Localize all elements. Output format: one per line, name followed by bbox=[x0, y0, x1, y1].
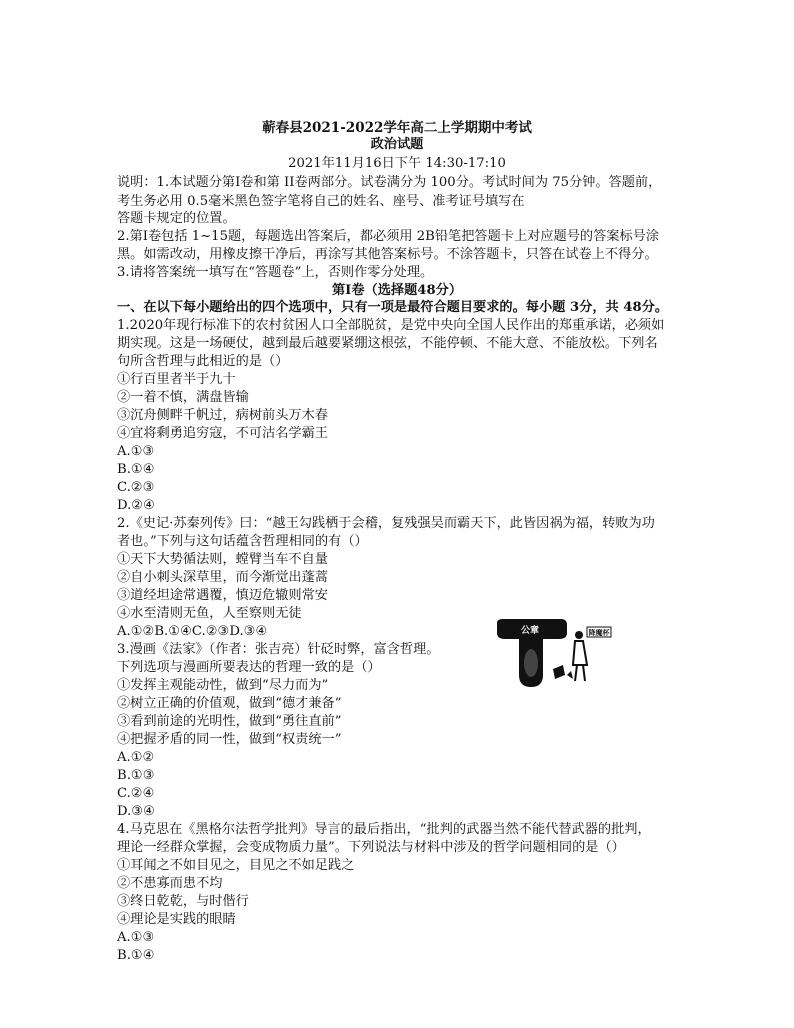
question-item: ④水至清则无鱼，人至察则无徒 bbox=[117, 606, 302, 621]
part-title: 第Ⅰ卷（选择题48分） bbox=[331, 283, 463, 298]
cartoon-illustration bbox=[493, 615, 613, 693]
exam-subtitle: 政治试题 bbox=[370, 137, 424, 152]
stamp-label: 公章 bbox=[520, 626, 540, 636]
answer-option: C.②④ bbox=[117, 786, 155, 801]
answer-option: C.②③ bbox=[117, 480, 155, 495]
question-item: ①天下大势循法则，螳臂当车不自量 bbox=[117, 552, 328, 567]
question-item: ③终日乾乾，与时偕行 bbox=[117, 894, 249, 909]
signboard-label: 降魔杯 bbox=[588, 628, 610, 637]
exam-datetime: 2021年11月16日下午 14:30-17:10 bbox=[288, 156, 506, 171]
instruction-line: 考生务必用 0.5毫米黑色签字笔将自己的姓名、座号、准考证号填写在 bbox=[117, 194, 525, 209]
question-stem: 者也。”下列与这句话蕴含哲理相同的有（） bbox=[117, 534, 368, 549]
answer-option: A.①②B.①④C.②③D.③④ bbox=[117, 624, 268, 639]
answer-option: A.①② bbox=[117, 750, 155, 765]
question-item: ②不患寡而患不均 bbox=[117, 876, 223, 891]
question-item: ②自小刺头深草里，而今渐觉出蓬蒿 bbox=[117, 570, 328, 585]
question-stem: 句所含哲理与此相近的是（） bbox=[117, 354, 289, 369]
instruction-line: 说明：1.本试题分第Ⅰ卷和第 II卷两部分。试卷满分为 100分。考试时间为 75分钟。答题前， bbox=[117, 175, 662, 190]
question-item: ②树立正确的价值观，做到“德才兼备” bbox=[117, 696, 342, 711]
instruction-line: 答题卡规定的位置。 bbox=[117, 211, 236, 226]
answer-option: A.①③ bbox=[117, 930, 155, 945]
answer-option: D.②④ bbox=[117, 498, 155, 513]
question-stem: 理论一经群众掌握，会变成物质力量”。下列说法与材料中涉及的哲学问题相同的是（） bbox=[117, 840, 625, 855]
answer-option: B.①④ bbox=[117, 462, 155, 477]
question-item: ③道经坦途常遇覆，慎迈危辙则常安 bbox=[117, 588, 328, 603]
instruction-line: 2.第Ⅰ卷包括 1~15题，每题选出答案后，都必须用 2B铅笔把答题卡上对应题号的答案标号涂 bbox=[117, 229, 660, 244]
question-item: ③沉舟侧畔千帆过，病树前头万木春 bbox=[117, 408, 328, 423]
question-item: ①行百里者半于九十 bbox=[117, 372, 236, 387]
question-item: ②一着不慎，满盘皆输 bbox=[117, 390, 249, 405]
answer-option: A.①③ bbox=[117, 444, 155, 459]
question-stem: 3.漫画《法家》（作者：张吉亮）针砭时弊，富含哲理。 bbox=[117, 642, 440, 657]
question-stem: 2.《史记·苏秦列传》曰：“越王勾践栖于会稽，复残强吴而霸天下，此皆因祸为福，转败为功 bbox=[117, 516, 655, 531]
exam-title: 蕲春县2021-2022学年高二上学期期中考试 bbox=[262, 120, 532, 136]
instruction-line: 3.请将答案统一填写在“答题卷”上，否则作零分处理。 bbox=[117, 265, 434, 280]
question-item: ④理论是实践的眼睛 bbox=[117, 912, 236, 927]
question-item: ①耳闻之不如目见之，目见之不如足践之 bbox=[117, 858, 355, 873]
question-item: ④宜将剩勇追穷寇，不可沽名学霸王 bbox=[117, 426, 328, 441]
section-title: 一、在以下每小题给出的四个选项中，只有一项是最符合题目要求的。每小题 3分，共 48分。 bbox=[117, 300, 669, 315]
question-stem: 1.2020年现行标准下的农村贫困人口全部脱贫，是党中央向全国人民作出的郑重承诺，必须如 bbox=[117, 318, 665, 333]
answer-option: D.③④ bbox=[117, 804, 155, 819]
question-item: ①发挥主观能动性，做到“尽力而为” bbox=[117, 678, 329, 693]
question-stem: 期实现。这是一场硬仗，越到最后越要紧绷这根弦，不能停顿、不能大意、不能放松。下列名 bbox=[117, 336, 658, 351]
question-stem: 4.马克思在《黑格尔法哲学批判》导言的最后指出，“批判的武器当然不能代替武器的批判， bbox=[117, 822, 651, 837]
answer-option: B.①③ bbox=[117, 768, 155, 783]
question-item: ④把握矛盾的同一性，做到“权责统一” bbox=[117, 732, 342, 747]
question-stem: 下列选项与漫画所要表达的哲理一致的是（） bbox=[117, 660, 381, 675]
answer-option: B.①④ bbox=[117, 948, 155, 963]
question-item: ③看到前途的光明性，做到“勇往直前” bbox=[117, 714, 342, 729]
instruction-line: 黑。如需改动，用橡皮擦干净后，再涂写其他答案标号。不涂答题卡，只答在试卷上不得分。 bbox=[117, 247, 658, 262]
